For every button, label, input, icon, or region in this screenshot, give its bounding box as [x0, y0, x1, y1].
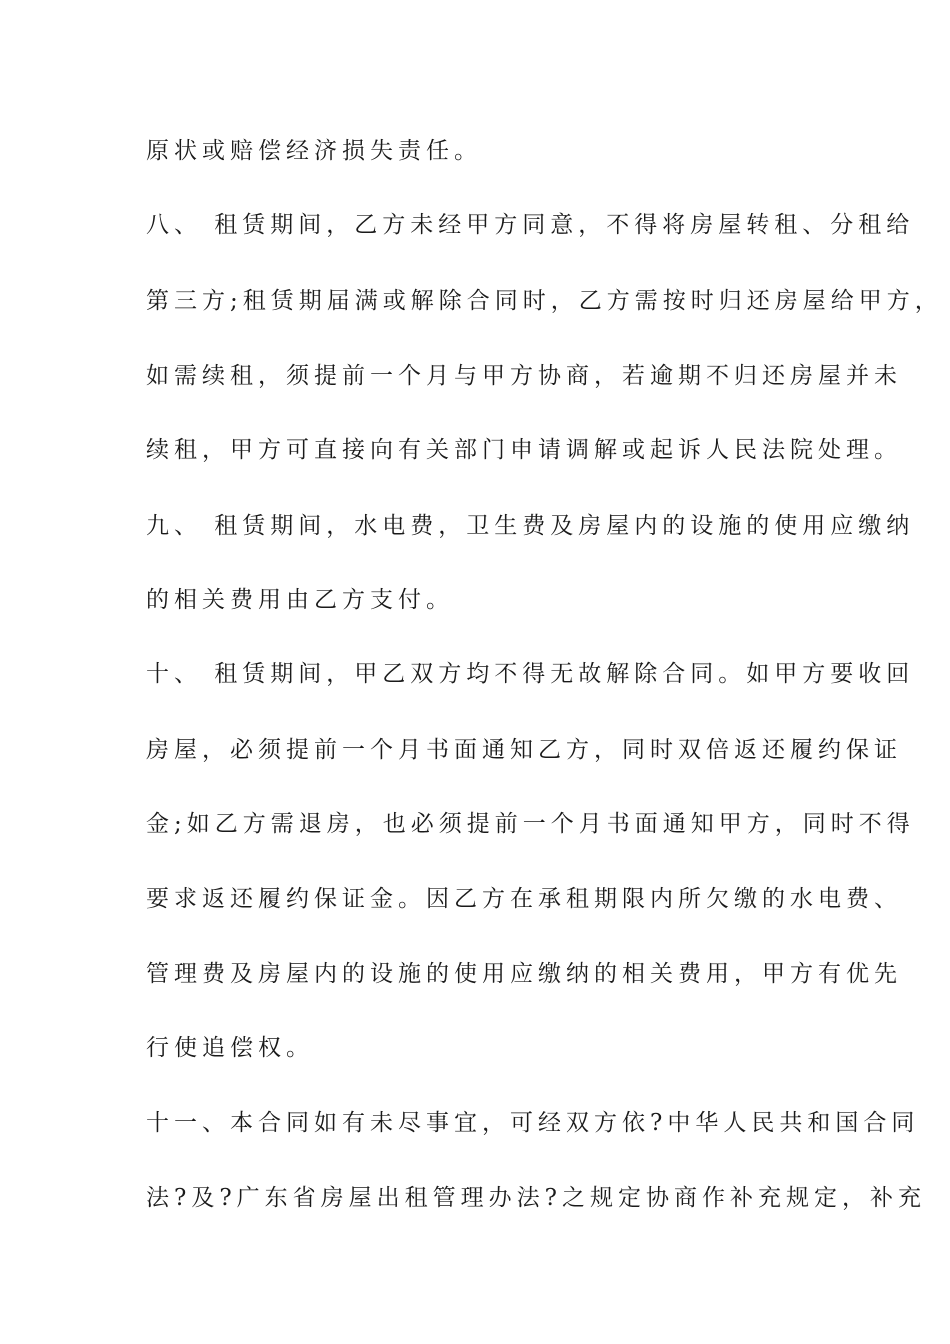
text-line: 八、 租赁期间，乙方未经甲方同意，不得将房屋转租、分租给: [146, 212, 915, 238]
text-line: 如需续租，须提前一个月与甲方协商，若逾期不归还房屋并未: [146, 363, 902, 389]
text-line: 的相关费用由乙方支付。: [146, 587, 454, 613]
text-line: 第三方;租赁期届满或解除合同时，乙方需按时归还房屋给甲方，: [146, 288, 943, 314]
text-line: 九、 租赁期间，水电费，卫生费及房屋内的设施的使用应缴纳: [146, 513, 915, 539]
text-line: 管理费及房屋内的设施的使用应缴纳的相关费用，甲方有优先: [146, 961, 902, 987]
text-line: 金;如乙方需退房，也必须提前一个月书面通知甲方，同时不得: [146, 811, 915, 837]
text-line: 十一、本合同如有未尽事宜，可经双方依?中华人民共和国合同: [146, 1110, 920, 1136]
text-line: 十、 租赁期间，甲乙双方均不得无故解除合同。如甲方要收回: [146, 661, 915, 687]
text-line: 原状或赔偿经济损失责任。: [146, 138, 482, 164]
text-line: 行使追偿权。: [146, 1035, 314, 1061]
text-line: 续租，甲方可直接向有关部门申请调解或起诉人民法院处理。: [146, 437, 902, 463]
text-line: 房屋，必须提前一个月书面通知乙方，同时双倍返还履约保证: [146, 737, 902, 763]
text-line: 法?及?广东省房屋出租管理办法?之规定协商作补充规定，补充: [146, 1185, 926, 1211]
text-line: 要求返还履约保证金。因乙方在承租期限内所欠缴的水电费、: [146, 886, 902, 912]
